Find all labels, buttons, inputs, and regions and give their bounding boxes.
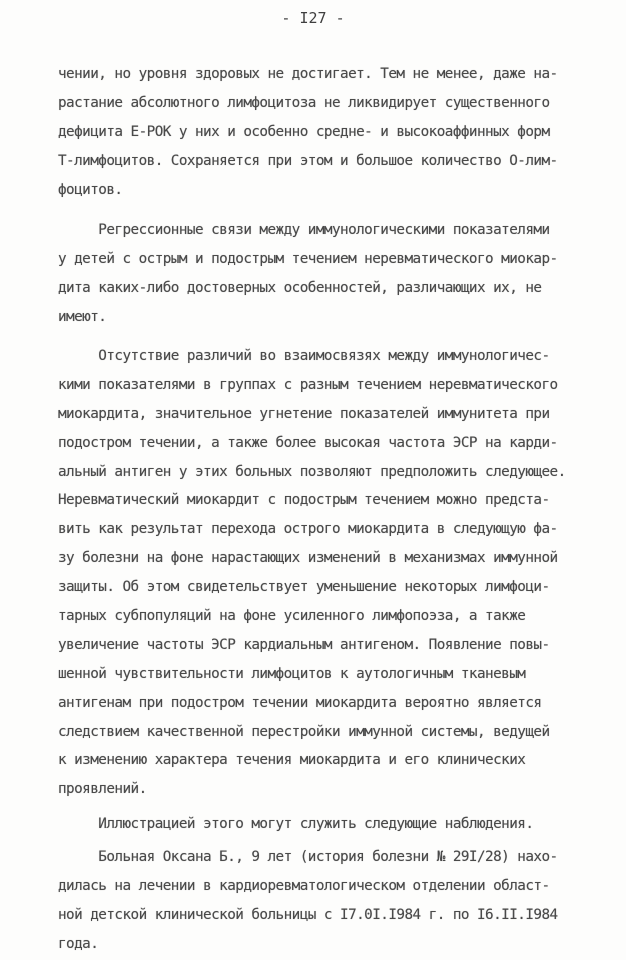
text-line: Т-лимфоцитов. Сохраняется при этом и большое количество О-лим- [58,152,558,169]
text-line: Иллюстрацией этого могут служить следующие наблюдения. [58,816,534,833]
text-line: дилась на лечении в кардиоревматологическом отделении област- [58,878,550,895]
text-line: дита каких-либо достоверных особенностей, различающих их, не [58,280,542,297]
text-line: у детей с острым и подострым течением неревматического миокар- [58,251,558,268]
paragraph [58,60,588,204]
text-line: зу болезни на фоне нарастающих изменений в механизмах иммунной [58,550,558,567]
text-line: альный антиген у этих больных позволяют предположить следующее. [58,463,566,480]
text-line: кими показателями в группах с разным течением неревматического [58,376,558,393]
text-line: чении, но уровня здоровых не достигает. Тем не менее, даже на- [58,66,558,82]
text-line: Больная Оксана Б., 9 лет (история болезни № 29I/28) нахо- [58,849,558,866]
body-text [58,60,588,959]
text-line: вить как результат перехода острого миокардита в следующую фа- [58,521,558,538]
text-line: шенной чувствительности лимфоцитов к аутологичным тканевым [58,665,526,682]
text-line: тарных субпопуляций на фоне усиленного лимфопоэза, а также [58,608,526,625]
text-line: следствием качественной перестройки иммунной системы, ведущей [58,723,550,740]
paragraph [58,843,588,959]
text-line: к изменению характера течения миокардита и его клинических [58,752,526,769]
text-line: имеют. [58,309,107,326]
text-line: фоцитов. [58,181,123,198]
text-line: защиты. Об этом свидетельствует уменьшение некоторых лимфоци- [58,579,550,596]
text-line: миокардита, значительное угнетение показателей иммунитета при [58,405,550,422]
text-line: ной детской клинической больницы с I7.0I.I984 г. по I6.II.I984 [58,906,558,923]
text-line: Отсутствие различий во взаимосвязях между иммунологичес- [58,348,550,365]
text-line: подостром течении, а также более высокая частота ЭСР на карди- [58,434,558,451]
text-line: проявлений. [58,781,147,798]
text-line: дефицита Е-РОК у них и особенно средне- и высокоаффинных форм [58,123,550,140]
paragraph [58,216,588,332]
text-line: увеличение частоты ЭСР кардиальным антигеном. Появление повы- [58,636,550,653]
text-line: растание абсолютного лимфоцитоза не ликвидирует существенного [58,94,550,111]
text-line: Неревматический миокардит с подострым течением можно предста- [58,492,550,509]
text-line: года. [58,935,99,952]
text-line: антигенам при подостром течении миокардита вероятно является [58,694,542,711]
paragraph [58,342,588,804]
paragraph [58,810,588,839]
page-number: - I27 - [281,9,345,27]
text-line: Регрессионные связи между иммунологическими показателями [58,222,550,239]
